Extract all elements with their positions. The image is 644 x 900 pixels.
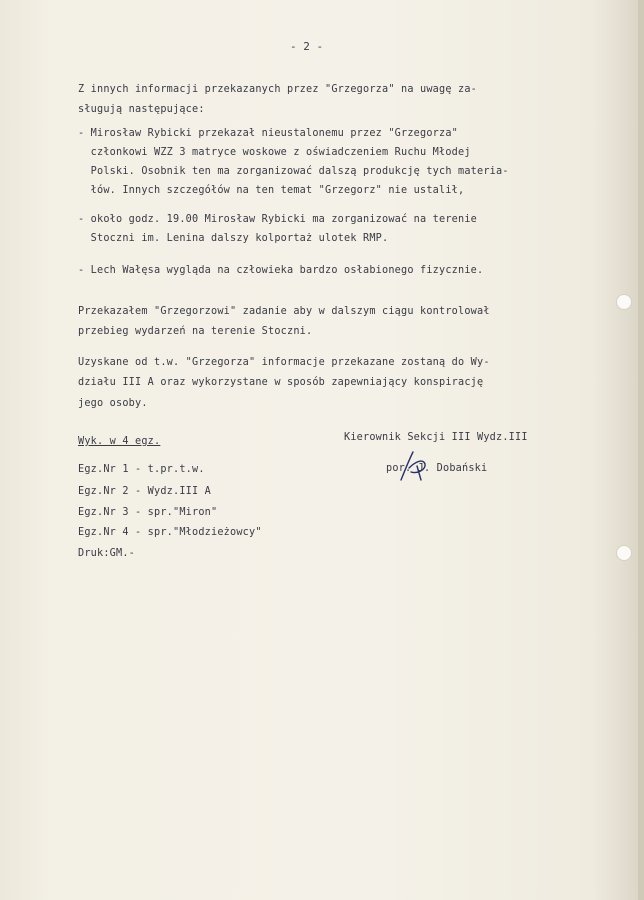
- handwritten-signature-icon: [395, 446, 435, 486]
- bullet-line: łów. Innych szczegółów na ten temat "Grzegorz" nie ustalił,: [78, 185, 465, 196]
- signature-name: por. J. Dobański: [386, 463, 488, 474]
- page-edge-shadow: [638, 0, 644, 900]
- punch-hole-bottom: [616, 545, 632, 561]
- distribution-copy: Egz.Nr 4 - spr."Młodzieżowcy": [78, 527, 262, 538]
- intro-line: sługują następujące:: [78, 104, 205, 115]
- print-mark: Druk:GM.-: [78, 548, 136, 559]
- punch-hole-top: [616, 294, 632, 310]
- paragraph-line: Uzyskane od t.w. "Grzegorza" informacje przekazane zostaną do Wy-: [78, 357, 490, 368]
- paragraph-line: działu III A oraz wykorzystane w sposób zapewniający konspirację: [78, 377, 484, 388]
- page-number: - 2 -: [290, 40, 324, 53]
- bullet-line: członkowi WZZ 3 matryce woskowe z oświadczeniem Ruchu Młodej: [78, 147, 471, 158]
- bullet-line: - około godz. 19.00 Mirosław Rybicki ma zorganizować na terenie: [78, 214, 478, 225]
- bullet-line: - Mirosław Rybicki przekazał nieustalonemu przez "Grzegorza": [78, 128, 459, 139]
- distribution-copy: Egz.Nr 1 - t.pr.t.w.: [78, 464, 205, 475]
- bullet-line: Stoczni im. Lenina dalszy kolportaż ulotek RMP.: [78, 233, 389, 244]
- bullet-line: Polski. Osobnik ten ma zorganizować dalszą produkcję tych materia-: [78, 166, 509, 177]
- signature-title: Kierownik Sekcji III Wydz.III: [344, 432, 528, 443]
- distribution-heading: Wyk. w 4 egz.: [78, 436, 161, 447]
- paragraph-line: jego osoby.: [78, 398, 148, 409]
- distribution-copy: Egz.Nr 2 - Wydz.III A: [78, 486, 212, 497]
- bullet-line: - Lech Wałęsa wygląda na człowieka bardzo osłabionego fizycznie.: [78, 265, 484, 276]
- paragraph-line: przebieg wydarzeń na terenie Stoczni.: [78, 326, 313, 337]
- intro-line: Z innych informacji przekazanych przez "Grzegorza" na uwagę za-: [78, 84, 478, 95]
- paragraph-line: Przekazałem "Grzegorzowi" zadanie aby w dalszym ciągu kontrolował: [78, 306, 490, 317]
- distribution-copy: Egz.Nr 3 - spr."Miron": [78, 507, 218, 518]
